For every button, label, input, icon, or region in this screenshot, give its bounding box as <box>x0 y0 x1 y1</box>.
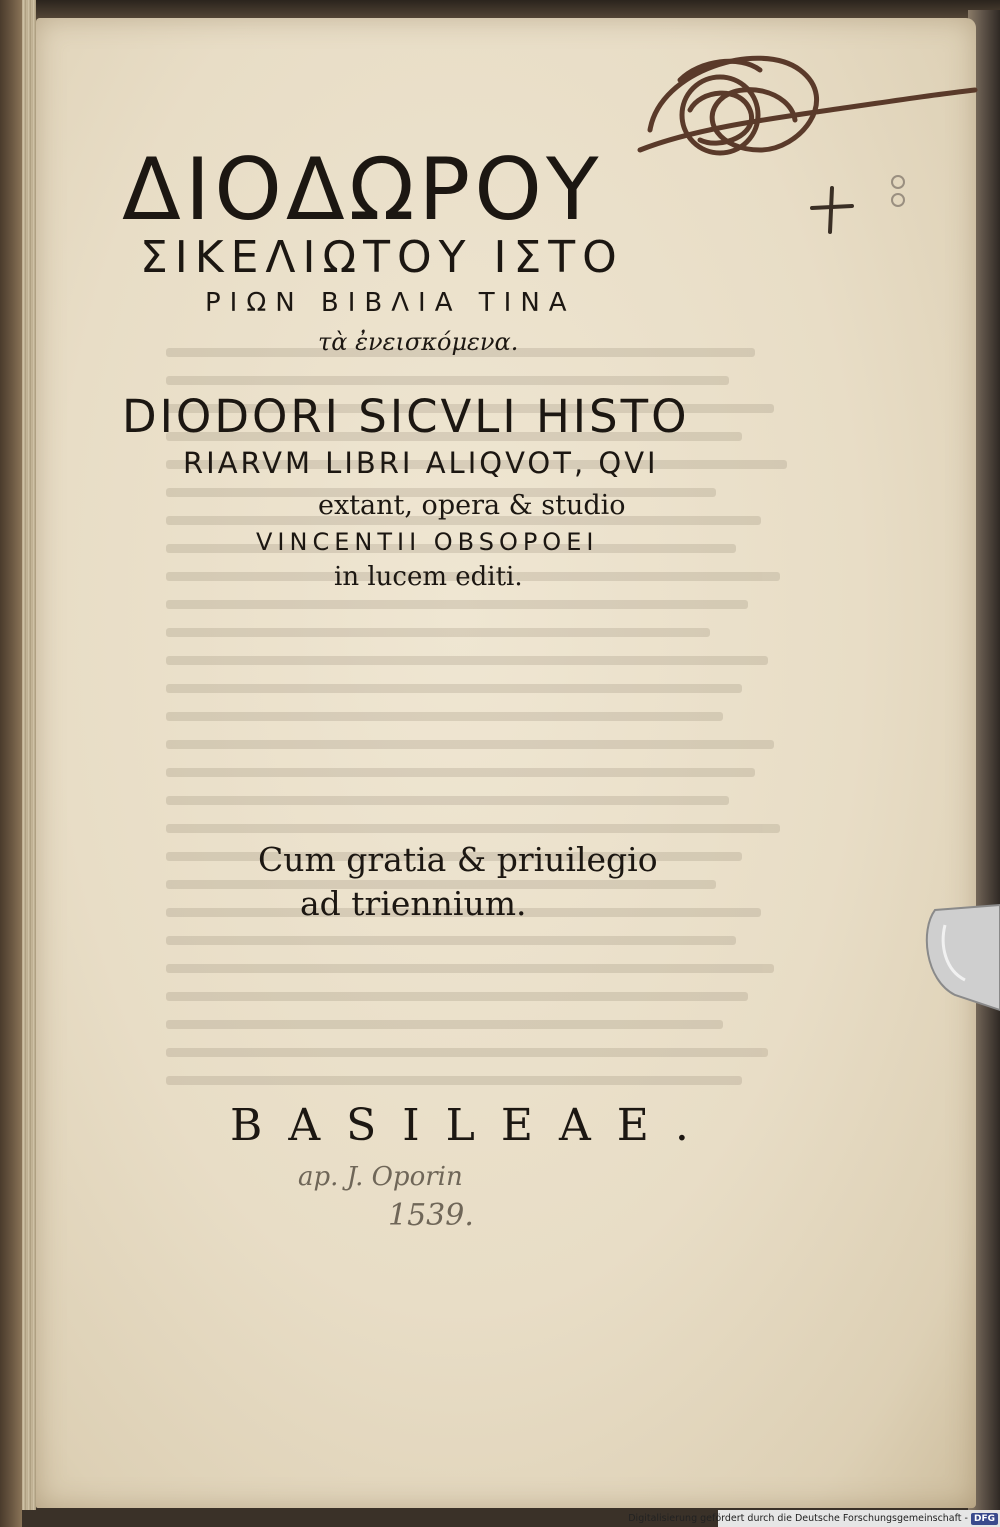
privilege-line-2: ad triennium. <box>300 884 527 923</box>
digitization-credit-text: Digitalisierung gefördert durch die Deutsche Forschungsgemeinschaft - <box>628 1513 968 1524</box>
greek-title-line-3: ΡΙΩΝ ΒΙΒΛΙΑ ΤΙΝΑ <box>205 288 576 318</box>
privilege-line-1: Cum gratia & priuilegio <box>258 840 658 879</box>
handwritten-shelfmark: ap. J. Oporin <box>298 1162 463 1192</box>
latin-title-line-4: VINCENTII OBSOPOEI <box>256 528 599 556</box>
dfg-logo: DFG <box>971 1513 998 1525</box>
latin-title-line-1: DIODORI SICVLI HISTO <box>122 390 690 443</box>
latin-title-line-5: in lucem editi. <box>334 562 523 592</box>
binding-spine <box>0 0 22 1527</box>
latin-title-line-2: RIARVM LIBRI ALIQVOT, QVI <box>183 446 659 480</box>
page-edges <box>22 0 36 1510</box>
handwritten-year: 1539. <box>388 1198 474 1233</box>
greek-title-line-2: ΣΙΚΕΛΙΩΤΟΥ ΙΣΤΟ <box>140 232 624 283</box>
greek-title-line-4: τὰ ἐνεισκόμενα. <box>318 328 519 356</box>
latin-title-line-3: extant, opera & studio <box>318 490 626 521</box>
greek-title-line-1: ΔΙΟΔΩΡΟΥ <box>122 140 603 240</box>
imprint-place: BASILEAE. <box>230 1100 715 1151</box>
digitization-credit-bar <box>628 1510 1000 1527</box>
